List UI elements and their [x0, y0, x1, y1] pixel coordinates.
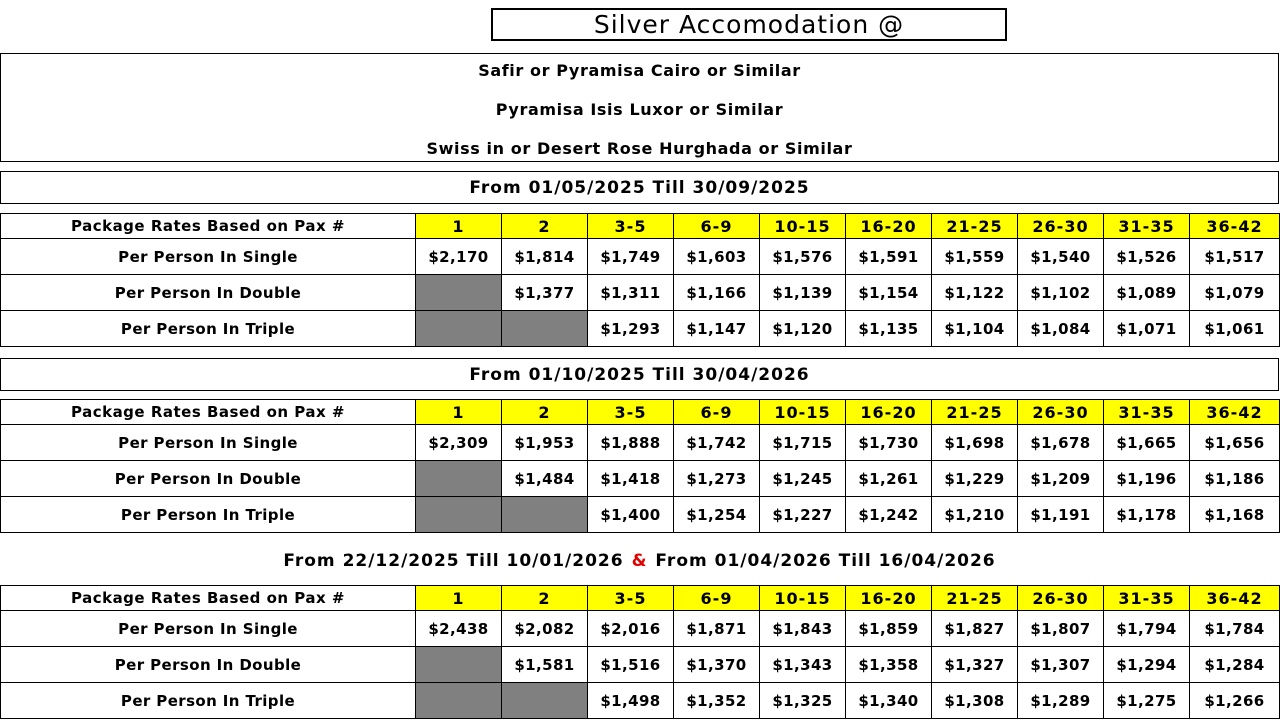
pax-group-header: 10-15: [760, 400, 846, 425]
rate-cell: $1,120: [760, 311, 846, 347]
rate-cell: $1,294: [1104, 647, 1190, 683]
pax-group-header: 36-42: [1190, 586, 1280, 611]
room-type-label: Per Person In Double: [1, 647, 416, 683]
rate-cell: $1,794: [1104, 611, 1190, 647]
rate-table-3: [0, 585, 1280, 719]
pax-group-header: 1: [416, 214, 502, 239]
pax-group-header: 6-9: [674, 400, 760, 425]
rate-cell: $1,104: [932, 311, 1018, 347]
rate-cell: $1,559: [932, 239, 1018, 275]
rate-cell: $1,293: [588, 311, 674, 347]
rate-cell: $1,484: [502, 461, 588, 497]
rate-cell: $1,591: [846, 239, 932, 275]
room-type-label: Per Person In Single: [1, 425, 416, 461]
rate-cell: $1,289: [1018, 683, 1104, 719]
rate-row: [1, 239, 1280, 275]
rate-cell: $1,340: [846, 683, 932, 719]
rate-cell: $1,784: [1190, 611, 1280, 647]
pax-group-header: 16-20: [846, 214, 932, 239]
rate-row: [1, 647, 1280, 683]
rate-cell: $1,178: [1104, 497, 1190, 533]
rate-cell: $1,254: [674, 497, 760, 533]
rate-cell: $1,102: [1018, 275, 1104, 311]
unavailable-cell: [416, 497, 502, 533]
rate-cell: $1,516: [588, 647, 674, 683]
rate-cell: $1,071: [1104, 311, 1190, 347]
pax-group-header: 2: [502, 214, 588, 239]
rate-cell: $1,742: [674, 425, 760, 461]
rate-cell: $1,139: [760, 275, 846, 311]
rate-cell: $1,807: [1018, 611, 1104, 647]
rate-row: [1, 461, 1280, 497]
pax-group-header: 36-42: [1190, 214, 1280, 239]
rate-cell: $1,168: [1190, 497, 1280, 533]
rate-cell: $1,352: [674, 683, 760, 719]
period-heading-2: From 01/10/2025 Till 30/04/2026: [0, 358, 1279, 391]
rate-cell: $1,678: [1018, 425, 1104, 461]
rate-cell: $1,370: [674, 647, 760, 683]
rate-cell: $1,261: [846, 461, 932, 497]
pax-group-header: 16-20: [846, 586, 932, 611]
rate-cell: $1,827: [932, 611, 1018, 647]
rate-cell: $1,581: [502, 647, 588, 683]
unavailable-cell: [502, 311, 588, 347]
pax-group-header: 2: [502, 586, 588, 611]
rate-cell: $1,122: [932, 275, 1018, 311]
rate-cell: $1,079: [1190, 275, 1280, 311]
rate-cell: $1,358: [846, 647, 932, 683]
rate-cell: $1,311: [588, 275, 674, 311]
pax-group-header: 10-15: [760, 586, 846, 611]
header-label: Package Rates Based on Pax #: [1, 586, 416, 611]
rate-cell: $1,147: [674, 311, 760, 347]
unavailable-cell: [502, 683, 588, 719]
rate-cell: $1,814: [502, 239, 588, 275]
pax-group-header: 3-5: [588, 400, 674, 425]
pax-group-header: 16-20: [846, 400, 932, 425]
pax-group-header: 21-25: [932, 400, 1018, 425]
rate-cell: $1,576: [760, 239, 846, 275]
unavailable-cell: [416, 683, 502, 719]
rate-cell: $1,603: [674, 239, 760, 275]
rate-cell: $1,242: [846, 497, 932, 533]
period-ampersand: &: [631, 550, 648, 571]
rate-cell: $1,308: [932, 683, 1018, 719]
pax-group-header: 31-35: [1104, 214, 1190, 239]
rate-cell: $2,309: [416, 425, 502, 461]
rate-cell: $2,016: [588, 611, 674, 647]
pax-header-row: [1, 400, 1280, 425]
rate-cell: $1,186: [1190, 461, 1280, 497]
rate-cell: $1,656: [1190, 425, 1280, 461]
rate-row: [1, 611, 1280, 647]
unavailable-cell: [416, 275, 502, 311]
rate-cell: $1,166: [674, 275, 760, 311]
rate-cell: $1,517: [1190, 239, 1280, 275]
unavailable-cell: [416, 647, 502, 683]
room-type-label: Per Person In Triple: [1, 683, 416, 719]
pax-group-header: 3-5: [588, 586, 674, 611]
rate-cell: $1,266: [1190, 683, 1280, 719]
rate-cell: $1,859: [846, 611, 932, 647]
header-label: Package Rates Based on Pax #: [1, 400, 416, 425]
unavailable-cell: [502, 497, 588, 533]
rate-cell: $1,273: [674, 461, 760, 497]
pax-group-header: 2: [502, 400, 588, 425]
rate-cell: $2,170: [416, 239, 502, 275]
rate-cell: $1,418: [588, 461, 674, 497]
unavailable-cell: [416, 461, 502, 497]
room-type-label: Per Person In Triple: [1, 311, 416, 347]
rate-cell: $1,498: [588, 683, 674, 719]
room-type-label: Per Person In Double: [1, 275, 416, 311]
rate-cell: $1,209: [1018, 461, 1104, 497]
rate-cell: $1,730: [846, 425, 932, 461]
pax-group-header: 6-9: [674, 214, 760, 239]
rate-cell: $1,210: [932, 497, 1018, 533]
rate-cell: $1,665: [1104, 425, 1190, 461]
pax-group-header: 26-30: [1018, 400, 1104, 425]
room-type-label: Per Person In Double: [1, 461, 416, 497]
header-label: Package Rates Based on Pax #: [1, 214, 416, 239]
pax-header-row: [1, 214, 1280, 239]
pax-group-header: 21-25: [932, 586, 1018, 611]
unavailable-cell: [416, 311, 502, 347]
room-type-label: Per Person In Single: [1, 611, 416, 647]
pax-group-header: 26-30: [1018, 586, 1104, 611]
rate-cell: $1,400: [588, 497, 674, 533]
rate-cell: $1,275: [1104, 683, 1190, 719]
rate-cell: $1,084: [1018, 311, 1104, 347]
period-heading-1: From 01/05/2025 Till 30/09/2025: [0, 171, 1279, 204]
pax-group-header: 31-35: [1104, 400, 1190, 425]
period-range-b: From 01/04/2026 Till 16/04/2026: [655, 550, 996, 571]
rate-cell: $1,843: [760, 611, 846, 647]
rate-cell: $1,327: [932, 647, 1018, 683]
room-type-label: Per Person In Triple: [1, 497, 416, 533]
rate-cell: $1,229: [932, 461, 1018, 497]
rate-cell: $1,698: [932, 425, 1018, 461]
pax-header-row: [1, 586, 1280, 611]
rate-table-2: [0, 399, 1280, 533]
rate-cell: $1,154: [846, 275, 932, 311]
rate-cell: $1,245: [760, 461, 846, 497]
period-heading-3: [0, 544, 1279, 577]
period-range-a: From 22/12/2025 Till 10/01/2026: [283, 550, 624, 571]
rate-row: [1, 311, 1280, 347]
room-type-label: Per Person In Single: [1, 239, 416, 275]
rate-cell: $1,227: [760, 497, 846, 533]
rate-cell: $1,749: [588, 239, 674, 275]
hotel-list: [0, 53, 1279, 162]
rate-cell: $1,196: [1104, 461, 1190, 497]
rate-cell: $1,191: [1018, 497, 1104, 533]
rate-cell: $1,135: [846, 311, 932, 347]
page-title: Silver Accomodation @: [491, 8, 1007, 41]
rate-cell: $1,540: [1018, 239, 1104, 275]
rate-cell: $1,284: [1190, 647, 1280, 683]
pax-group-header: 31-35: [1104, 586, 1190, 611]
hotel-luxor: Pyramisa Isis Luxor or Similar: [495, 100, 784, 119]
hotel-cairo: Safir or Pyramisa Cairo or Similar: [478, 61, 801, 80]
rate-cell: $2,082: [502, 611, 588, 647]
rate-cell: $1,325: [760, 683, 846, 719]
rate-row: [1, 683, 1280, 719]
rate-row: [1, 425, 1280, 461]
hotel-hurghada: Swiss in or Desert Rose Hurghada or Similar: [426, 139, 853, 158]
rate-cell: $1,089: [1104, 275, 1190, 311]
rate-cell: $1,377: [502, 275, 588, 311]
rate-row: [1, 275, 1280, 311]
rate-cell: $1,871: [674, 611, 760, 647]
rate-cell: $1,888: [588, 425, 674, 461]
rate-cell: $1,061: [1190, 311, 1280, 347]
pax-group-header: 10-15: [760, 214, 846, 239]
rate-table-1: [0, 213, 1280, 347]
pax-group-header: 3-5: [588, 214, 674, 239]
rate-cell: $2,438: [416, 611, 502, 647]
pax-group-header: 1: [416, 586, 502, 611]
rate-cell: $1,715: [760, 425, 846, 461]
pax-group-header: 36-42: [1190, 400, 1280, 425]
pax-group-header: 1: [416, 400, 502, 425]
rate-cell: $1,343: [760, 647, 846, 683]
rate-cell: $1,307: [1018, 647, 1104, 683]
rate-cell: $1,526: [1104, 239, 1190, 275]
pax-group-header: 21-25: [932, 214, 1018, 239]
pax-group-header: 26-30: [1018, 214, 1104, 239]
rate-row: [1, 497, 1280, 533]
pax-group-header: 6-9: [674, 586, 760, 611]
rate-cell: $1,953: [502, 425, 588, 461]
